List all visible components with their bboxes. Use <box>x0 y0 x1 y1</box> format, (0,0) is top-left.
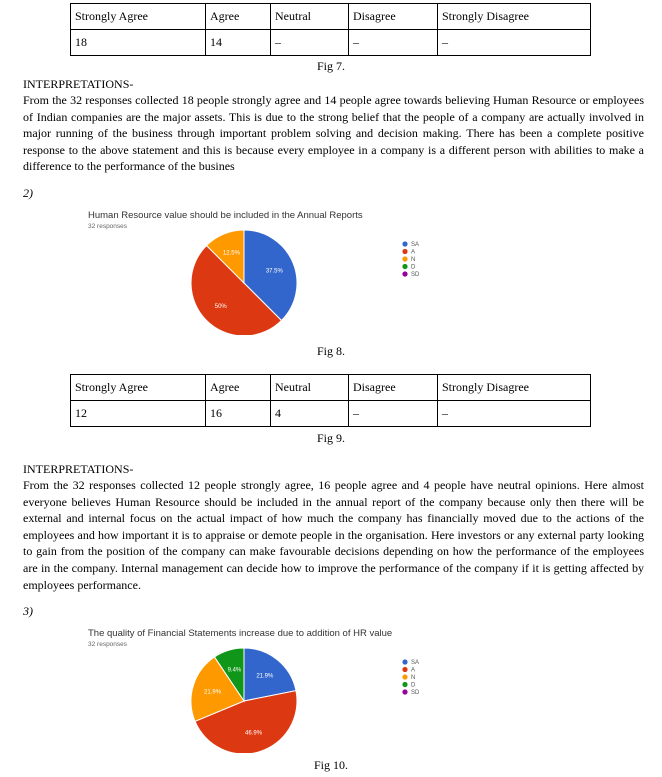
cell-value: 16 <box>206 401 271 427</box>
cell-value: – <box>438 30 591 56</box>
cell-value: 12 <box>71 401 206 427</box>
legend-dot-sa <box>402 241 407 246</box>
question-number-3: 3) <box>23 604 33 618</box>
cell-value: – <box>438 401 591 427</box>
chart-legend <box>402 659 420 696</box>
slice-label: 21.9% <box>256 673 274 680</box>
header-neutral: Neutral <box>271 375 349 401</box>
chart-title: Human Resource value should be included in the Annual Reports <box>88 210 363 221</box>
cell-value: – <box>349 30 438 56</box>
pie-chart-2 <box>80 623 560 753</box>
figure-caption-7: Fig 7. <box>316 59 345 73</box>
slice-label: 12.5% <box>222 250 240 257</box>
legend-dot-d <box>402 682 407 687</box>
figure-caption-8: Fig 8. <box>316 344 345 358</box>
header-strongly-agree: Strongly Agree <box>71 375 206 401</box>
header-agree: Agree <box>206 375 271 401</box>
header-strongly-agree: Strongly Agree <box>71 4 206 30</box>
legend-label-n: N <box>411 257 416 264</box>
pie-slices <box>191 230 297 335</box>
response-table-1 <box>70 3 591 56</box>
cell-value: 18 <box>71 30 206 56</box>
slice-label: 50% <box>214 304 227 311</box>
legend-label-sa: SA <box>411 660 420 667</box>
interpretation-heading-1: INTERPRETATIONS- <box>23 77 134 91</box>
legend-label-d: D <box>411 682 416 689</box>
slice-label: 46.9% <box>245 730 263 737</box>
interpretation-text-2: From the 32 responses collected 12 people strongly agree, 16 people agree and 4 people have neutral opinions. Here almost everyone believes Human Resource should be included in the annual report of the company because only then there will be external and internal focus on the actual impact of how much the company has financially moved due to the actions of the employees and how important it is to appraise or demote people in the organisation. Here investors or any external party looking to gain from the position of the company can make favourable decisions depending on how the performance of the employees are in the company. Internal management can decide how to improve the performance of the company if it is getting affected by employees performance. <box>23 478 644 592</box>
chart-subtitle: 32 responses <box>88 641 128 648</box>
legend-label-a: A <box>411 249 416 256</box>
header-neutral: Neutral <box>271 4 349 30</box>
legend-dot-a <box>402 667 407 672</box>
chart-subtitle: 32 responses <box>88 223 128 230</box>
legend-label-d: D <box>411 264 416 271</box>
slice-label: 37.5% <box>265 268 283 275</box>
cell-value: 4 <box>271 401 349 427</box>
legend-dot-sd <box>402 689 407 694</box>
interpretation-text-1: From the 32 responses collected 18 people strongly agree and 14 people agree towards believing Human Resource or employees of Indian companies are the major assets. This is due to the strong belief that the people of a company are actually involved in major running of the business through important problem solving and decision making. There has been a complete positive response to the above statement and this is because every employee in a company is a different person with abilities to make a difference to the performance of the busines <box>23 93 644 174</box>
response-table-2 <box>70 374 591 427</box>
legend-dot-d <box>402 264 407 269</box>
legend-dot-sd <box>402 271 407 276</box>
header-strongly-disagree: Strongly Disagree <box>438 4 591 30</box>
slice-label: 9.4% <box>227 667 242 674</box>
slice-label: 21.9% <box>204 689 222 696</box>
interpretation-heading-2: INTERPRETATIONS- <box>23 462 134 476</box>
legend-label-n: N <box>411 675 416 682</box>
pie-slices <box>191 648 297 753</box>
legend-label-a: A <box>411 667 416 674</box>
figure-caption-9: Fig 9. <box>316 431 345 445</box>
chart-title: The quality of Financial Statements increase due to addition of HR value <box>88 628 393 639</box>
header-agree: Agree <box>206 4 271 30</box>
header-disagree: Disagree <box>349 4 438 30</box>
legend-dot-sa <box>402 659 407 664</box>
legend-dot-n <box>402 674 407 679</box>
header-strongly-disagree: Strongly Disagree <box>438 375 591 401</box>
cell-value: – <box>271 30 349 56</box>
legend-label-sd: SD <box>411 690 420 697</box>
legend-dot-a <box>402 249 407 254</box>
question-number-2: 2) <box>23 186 33 200</box>
pie-chart-1 <box>80 205 560 335</box>
legend-dot-n <box>402 256 407 261</box>
cell-value: – <box>349 401 438 427</box>
legend-label-sa: SA <box>411 242 420 249</box>
chart-legend <box>402 241 420 278</box>
legend-label-sd: SD <box>411 272 420 279</box>
figure-caption-10: Fig 10. <box>313 758 348 772</box>
header-disagree: Disagree <box>349 375 438 401</box>
cell-value: 14 <box>206 30 271 56</box>
